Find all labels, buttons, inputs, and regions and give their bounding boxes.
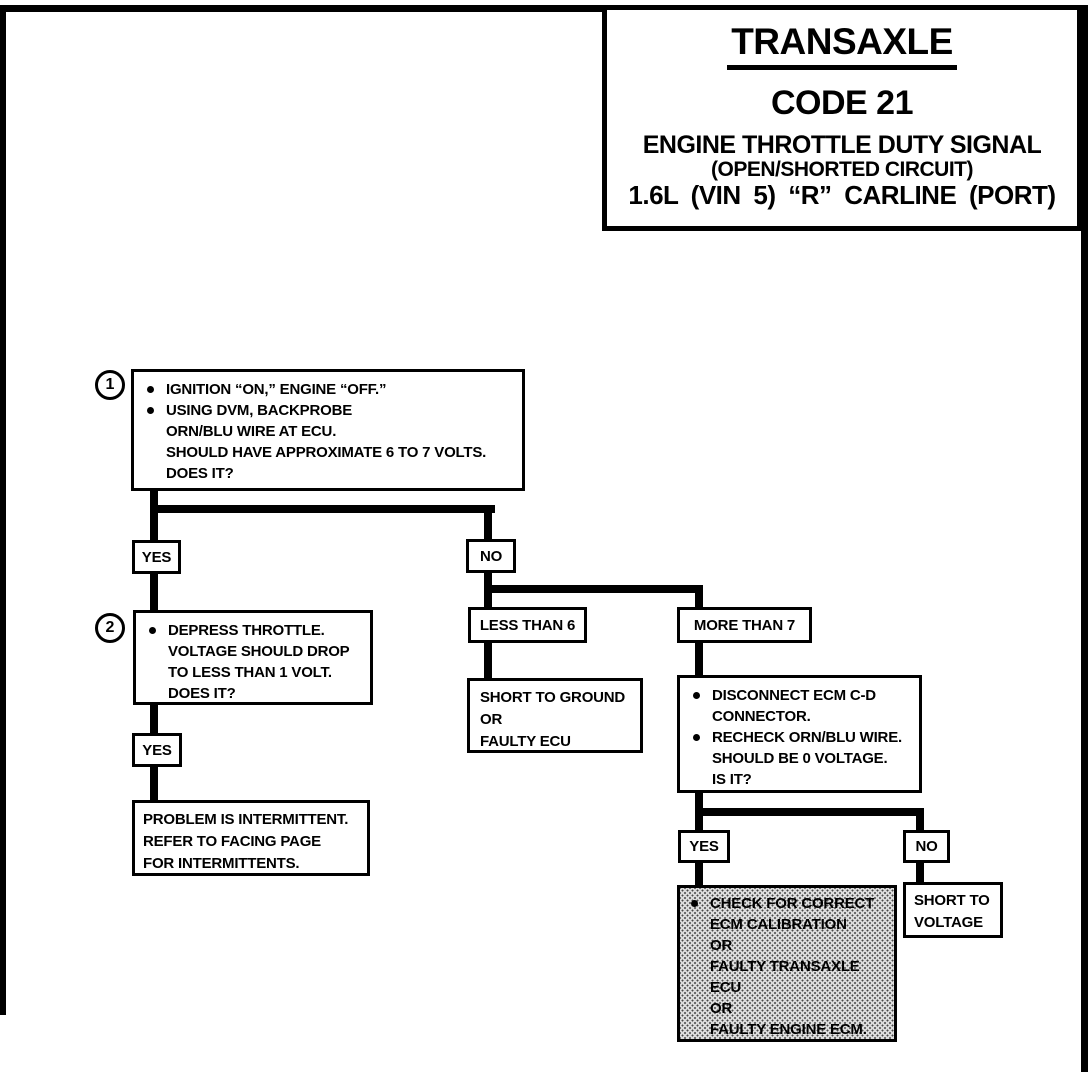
flow-box-line: [688, 706, 911, 727]
flow-box-text: DISCONNECT ECM C-D: [712, 687, 876, 704]
flow-box-text: OR: [710, 937, 733, 954]
flow-box-line: [914, 890, 992, 912]
connector-step2-yes2: [150, 705, 158, 733]
flow-box-text: OR: [480, 711, 503, 728]
flow-box-line: [686, 914, 888, 935]
flow-box-step2: [133, 610, 373, 705]
connector-disconnect-branch: [695, 808, 924, 816]
flow-box-text: DOES IT?: [166, 465, 234, 482]
bullet-cell: [686, 998, 710, 1019]
flow-box-step1: [131, 369, 525, 491]
bullet-cell: [142, 442, 166, 463]
flow-box-line: [143, 809, 359, 831]
flow-box-text: RECHECK ORN/BLU WIRE.: [712, 729, 902, 746]
connector-less6-ground: [484, 643, 492, 678]
flow-box-check-ecm: [677, 885, 897, 1042]
flow-box-line: [480, 709, 630, 731]
step-2-number: [95, 613, 125, 643]
branch-no-2-label: NO: [915, 838, 938, 855]
flow-box-text: FAULTY ENGINE ECM.: [710, 1021, 867, 1038]
bullet-cell: [686, 1019, 710, 1040]
bullet-icon: [149, 627, 156, 634]
flow-box-text: CHECK FOR CORRECT: [710, 895, 875, 912]
flow-box-text: VOLTAGE SHOULD DROP: [168, 643, 350, 660]
flow-box-text: FAULTY TRANSAXLE: [710, 958, 860, 975]
flow-box-line: [143, 831, 359, 853]
flow-box-text: ORN/BLU WIRE AT ECU.: [166, 423, 337, 440]
flow-box-text: USING DVM, BACKPROBE: [166, 402, 353, 419]
flow-box-text: PROBLEM IS INTERMITTENT.: [143, 811, 349, 828]
branch-no-1: [466, 539, 516, 573]
bullet-cell: [688, 769, 712, 790]
title-box: [602, 5, 1082, 231]
step-1-number: [95, 370, 125, 400]
page-title: TRANSAXLE: [727, 22, 957, 70]
flow-box-line: [142, 400, 514, 421]
connector-to-no1: [484, 505, 492, 540]
page-border-left: [0, 5, 6, 1015]
step-2-number-label: 2: [105, 619, 115, 636]
connector-no1-branch: [484, 585, 703, 593]
flow-box-line: [688, 685, 911, 706]
flow-box-text: CONNECTOR.: [712, 708, 811, 725]
connector-step1-down: [150, 491, 158, 540]
bullet-cell: [144, 620, 168, 641]
flow-box-intermittent: [132, 800, 370, 876]
branch-no-1-label: NO: [479, 547, 503, 565]
bullet-cell: [142, 463, 166, 484]
flow-box-disconnect: [677, 675, 922, 793]
flow-box-text: REFER TO FACING PAGE: [143, 833, 321, 850]
flow-box-line: [142, 442, 514, 463]
flow-box-line: [686, 935, 888, 956]
branch-no-2: [903, 830, 950, 863]
bullet-cell: [144, 683, 168, 704]
title-subtitle-circuit: (OPEN/SHORTED CIRCUIT): [711, 158, 973, 181]
flow-box-text: SHOULD HAVE APPROXIMATE 6 TO 7 VOLTS.: [166, 444, 487, 461]
bullet-cell: [144, 662, 168, 683]
bullet-cell: [686, 893, 710, 914]
flow-box-line: [688, 769, 911, 790]
flow-box-text: TO LESS THAN 1 VOLT.: [168, 664, 332, 681]
flow-box-line: [686, 998, 888, 1019]
flow-box-text: SHORT TO GROUND: [480, 689, 626, 706]
bullet-cell: [688, 685, 712, 706]
connector-more7-disconnect: [695, 643, 703, 675]
connector-yes1-step2: [150, 574, 158, 610]
bullet-cell: [688, 727, 712, 748]
bullet-icon: [693, 692, 700, 699]
branch-less-than-6-label: LESS THAN 6: [479, 616, 576, 634]
branch-more-than-7-label: MORE THAN 7: [693, 616, 796, 634]
flow-box-line: [688, 748, 911, 769]
trouble-code: CODE 21: [771, 84, 913, 122]
bullet-cell: [142, 421, 166, 442]
flow-box-line: [144, 683, 362, 704]
flow-box-line: [142, 463, 514, 484]
flow-box-text: DOES IT?: [168, 685, 236, 702]
connector-yes3-checkecm: [695, 863, 703, 885]
bullet-cell: [686, 935, 710, 956]
bullet-cell: [688, 748, 712, 769]
flow-box-text: VOLTAGE: [914, 914, 983, 931]
flow-box-line: [480, 687, 630, 709]
connector-yes2-intermittent: [150, 767, 158, 800]
flow-box-line: [480, 731, 630, 753]
connector-step1-branch: [150, 505, 495, 513]
flow-box-line: [686, 977, 888, 998]
connector-no2-voltage: [916, 863, 924, 882]
flow-box-short-to-ground: [467, 678, 643, 753]
branch-yes-1: [132, 540, 181, 574]
flow-box-text: SHOULD BE 0 VOLTAGE.: [712, 750, 888, 767]
step-1-number-label: 1: [105, 376, 115, 393]
flow-box-short-to-voltage: [903, 882, 1003, 938]
bullet-cell: [142, 400, 166, 421]
bullet-cell: [688, 706, 712, 727]
branch-less-than-6: [468, 607, 587, 643]
flow-box-text: FAULTY ECU: [480, 733, 571, 750]
flow-box-line: [144, 620, 362, 641]
bullet-cell: [686, 956, 710, 977]
flow-box-text: FOR INTERMITTENTS.: [143, 855, 300, 872]
flow-box-line: [142, 379, 514, 400]
flow-box-text: OR: [710, 1000, 733, 1017]
flow-box-text: IS IT?: [712, 771, 752, 788]
bullet-cell: [686, 914, 710, 935]
bullet-cell: [144, 641, 168, 662]
bullet-icon: [147, 407, 154, 414]
flow-box-text: IGNITION “ON,” ENGINE “OFF.”: [166, 381, 387, 398]
bullet-icon: [691, 900, 698, 907]
branch-yes-1-label: YES: [141, 548, 172, 566]
bullet-cell: [142, 379, 166, 400]
flow-box-line: [142, 421, 514, 442]
flow-box-text: ECU: [710, 979, 742, 996]
flow-box-line: [688, 727, 911, 748]
flow-box-line: [143, 853, 359, 875]
branch-yes-3-label: YES: [689, 838, 719, 855]
branch-more-than-7: [677, 607, 812, 643]
page-border-right: [1081, 5, 1088, 1072]
flow-box-line: [914, 912, 992, 934]
flow-box-line: [686, 956, 888, 977]
flow-box-line: [686, 893, 888, 914]
flow-box-line: [144, 641, 362, 662]
connector-to-no2: [916, 808, 924, 830]
flow-box-text: SHORT TO: [914, 892, 990, 909]
title-subtitle-carline: 1.6L (VIN 5) “R” CARLINE (PORT): [628, 180, 1056, 210]
branch-yes-3: [678, 830, 730, 863]
bullet-icon: [147, 386, 154, 393]
flow-box-text: DEPRESS THROTTLE.: [168, 622, 325, 639]
flow-box-line: [144, 662, 362, 683]
branch-yes-2-label: YES: [142, 741, 172, 759]
connector-to-more7: [695, 585, 703, 607]
bullet-icon: [693, 734, 700, 741]
title-subtitle-signal: ENGINE THROTTLE DUTY SIGNAL: [642, 131, 1042, 159]
bullet-cell: [686, 977, 710, 998]
flow-box-line: [686, 1019, 888, 1040]
branch-yes-2: [132, 733, 182, 767]
flow-box-text: ECM CALIBRATION: [710, 916, 847, 933]
